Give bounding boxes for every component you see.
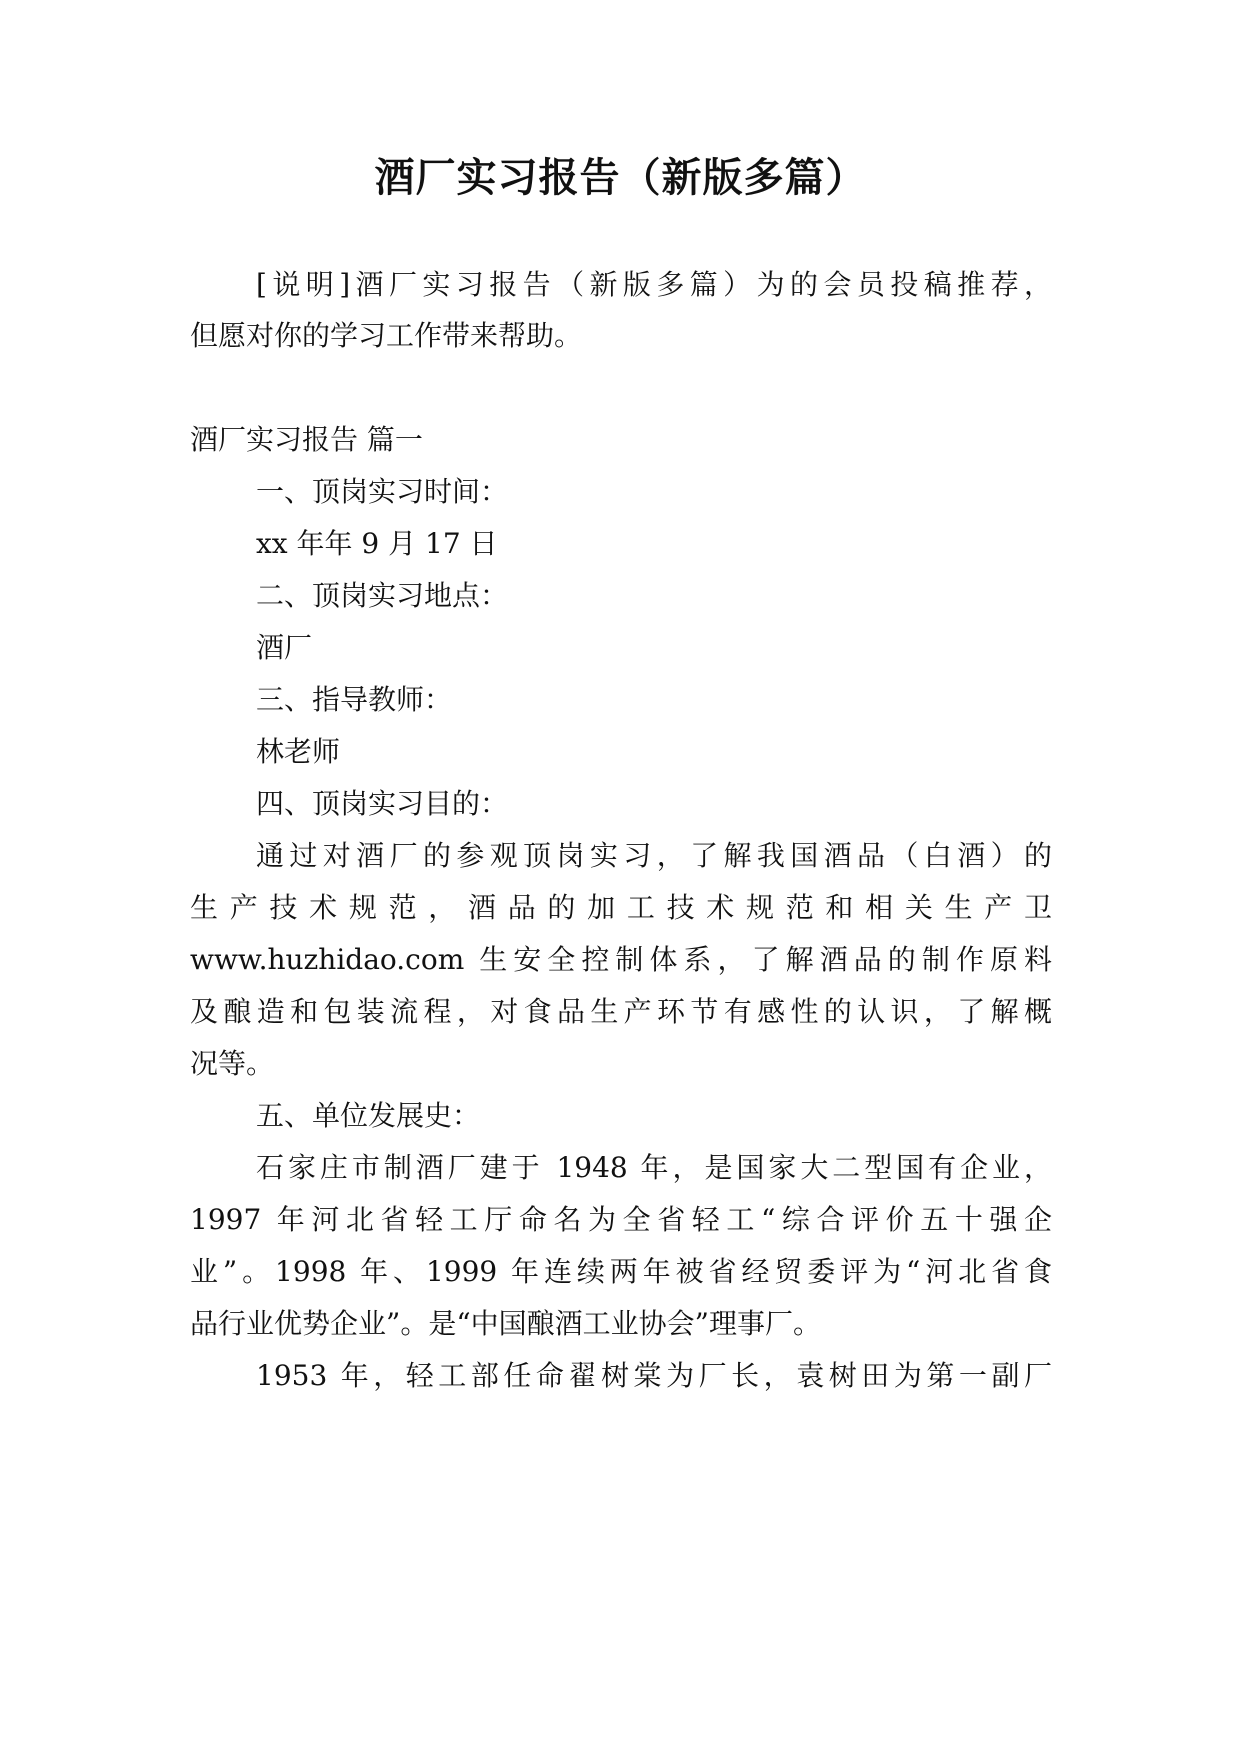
place-label: 二、顶岗实习地点：: [256, 579, 509, 612]
purpose-line-3: www.huzhidao.com 生安全控制体系，了解酒品的制作原料: [190, 943, 1052, 976]
history-line-3: 业”。1998 年、1999 年连续两年被省经贸委评为“河北省食: [190, 1255, 1052, 1288]
history-label: 五、单位发展史：: [256, 1099, 481, 1132]
purpose-line-2: 生产技术规范，酒品的加工技术规范和相关生产卫: [190, 891, 1052, 924]
intro-line-2: 但愿对你的学习工作带来帮助。: [190, 319, 583, 352]
teacher-label: 三、指导教师：: [256, 683, 453, 716]
purpose-line-4: 及酿造和包装流程，对食品生产环节有感性的认识，了解概: [190, 995, 1052, 1028]
time-label: 一、顶岗实习时间：: [256, 475, 509, 508]
purpose-label: 四、顶岗实习目的：: [256, 787, 509, 820]
history-line-2: 1997 年河北省轻工厅命名为全省轻工“综合评价五十强企: [190, 1203, 1052, 1236]
document-title: 酒厂实习报告（新版多篇）: [374, 154, 867, 201]
history-line-1: 石家庄市制酒厂建于 1948 年，是国家大二型国有企业，: [256, 1151, 1052, 1184]
intro-line-1: [说明]酒厂实习报告（新版多篇）为的会员投稿推荐，: [256, 268, 1052, 301]
last-line: 1953 年，轻工部任命翟树棠为厂长，袁树田为第一副厂: [256, 1359, 1052, 1392]
teacher-value: 林老师: [256, 735, 341, 768]
purpose-line-1: 通过对酒厂的参观顶岗实习，了解我国酒品（白酒）的: [256, 839, 1052, 872]
section-heading: 酒厂实习报告 篇一: [190, 423, 423, 456]
history-line-4: 品行业优势企业”。是“中国酿酒工业协会”理事厂。: [190, 1307, 821, 1340]
place-value: 酒厂: [256, 631, 313, 664]
time-value: xx 年年 9 月 17 日: [256, 527, 498, 560]
purpose-line-5: 况等。: [190, 1047, 275, 1080]
